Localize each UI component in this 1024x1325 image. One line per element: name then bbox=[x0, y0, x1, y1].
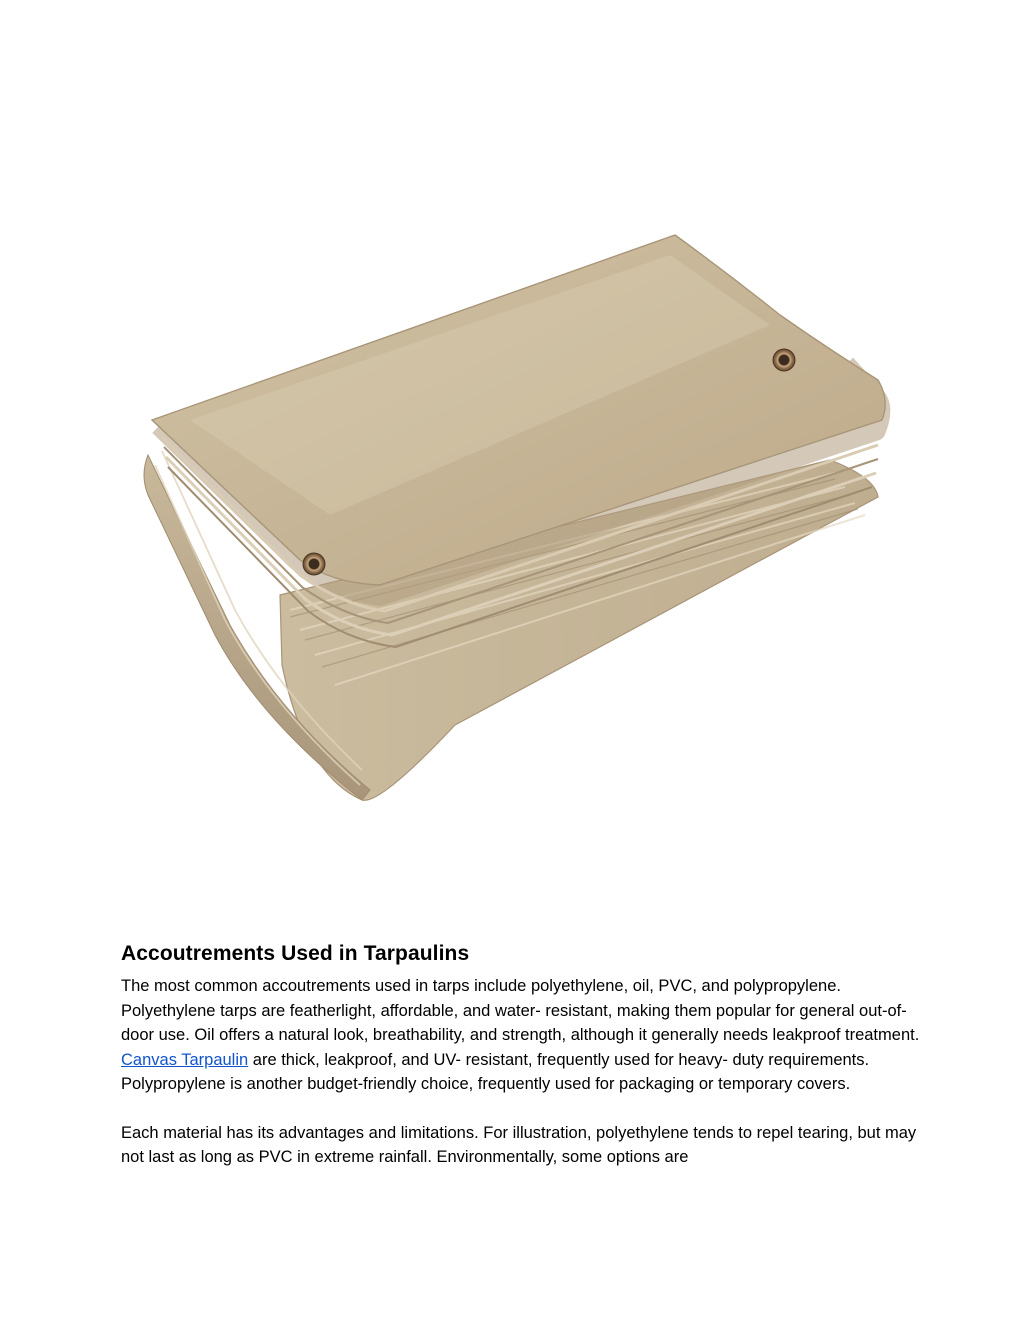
section-heading: Accoutrements Used in Tarpaulins bbox=[121, 942, 470, 965]
paragraph-text-before-link: The most common accoutrements used in tarps include polyethylene, oil, PVC, and polypropylene. Polyethylene tarps are featherlight, affordable, and water- resistant, making them popular for general out-of-door use. Oil offers a natural look, breathability, and strength, although it generally needs leakproof treatment. bbox=[121, 977, 920, 1044]
folded-tarpaulin-image bbox=[130, 215, 900, 810]
article-body bbox=[121, 940, 921, 1170]
paragraph-text-after-link: are thick, leakproof, and UV- resistant, frequently used for heavy- duty requirements. Polypropylene is another budget-friendly choice, frequently used for packaging or temporary covers. bbox=[121, 1050, 870, 1093]
paragraph-materials bbox=[121, 974, 921, 1097]
canvas-tarpaulin-link[interactable]: Canvas Tarpaulin bbox=[121, 1050, 249, 1069]
paragraph-limitations: Each material has its advantages and limitations. For illustration, polyethylene tends to repel tearing, but may not last as long as PVC in extreme rainfall. Environmentally, some options are bbox=[121, 1123, 917, 1166]
